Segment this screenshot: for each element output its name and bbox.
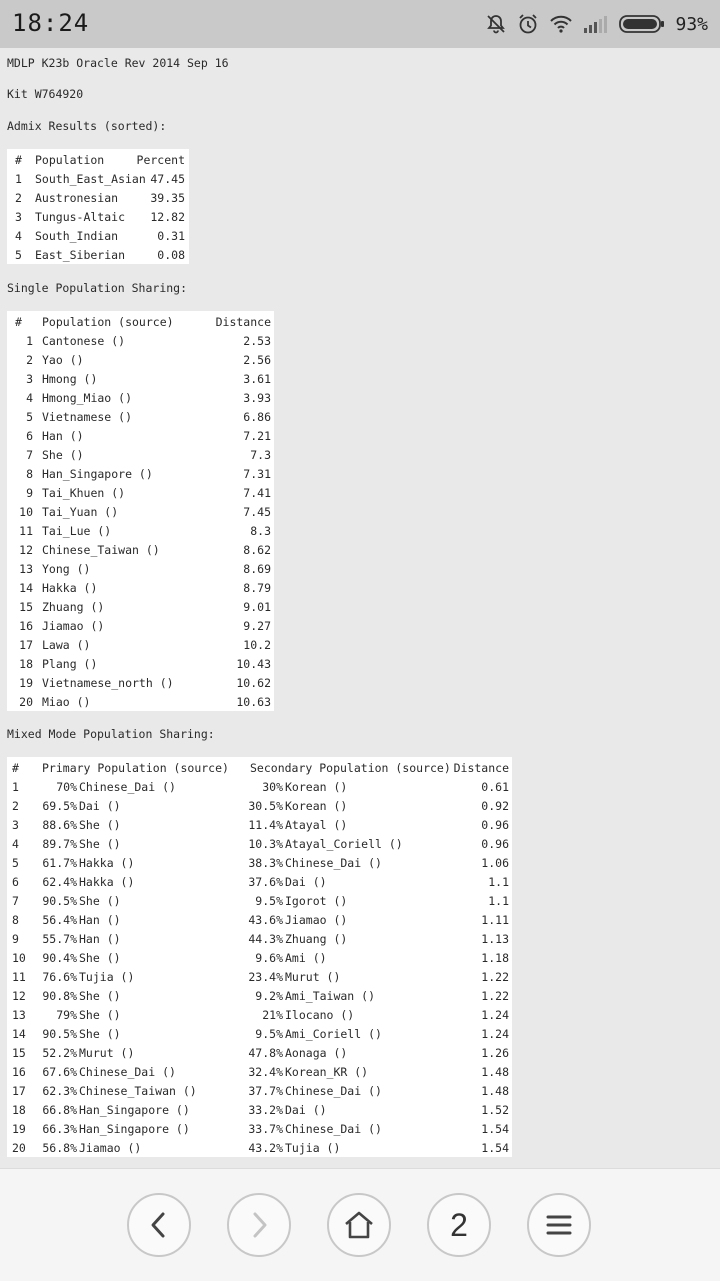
battery-percent: 93%	[675, 13, 708, 35]
row-population: Han ()	[42, 429, 84, 443]
table-row	[7, 835, 512, 854]
table-row	[7, 598, 274, 617]
row-primary-population: Hakka ()	[79, 856, 135, 870]
table-row	[7, 1101, 512, 1120]
row-population: Yong ()	[42, 562, 91, 576]
table-row	[7, 854, 512, 873]
row-rank: 4	[15, 229, 22, 243]
row-primary-percent: 76.6%	[42, 970, 77, 984]
row-population: Hmong ()	[42, 372, 98, 386]
menu-button[interactable]	[527, 1193, 591, 1257]
row-primary-population: She ()	[79, 837, 121, 851]
row-rank: 17	[19, 638, 33, 652]
table-row	[7, 389, 274, 408]
row-distance: 10.62	[236, 676, 271, 690]
row-rank: 4	[12, 837, 19, 851]
row-rank: 10	[19, 505, 33, 519]
table-row	[7, 636, 274, 655]
row-distance: 1.26	[481, 1046, 509, 1060]
col-population-header: Population (source)	[42, 315, 174, 329]
row-primary-percent: 69.5%	[42, 799, 77, 813]
page-content	[0, 48, 720, 1168]
back-button[interactable]	[127, 1193, 191, 1257]
report-header: MDLP K23b Oracle Rev 2014 Sep 16	[7, 56, 229, 70]
row-rank: 18	[19, 657, 33, 671]
row-distance: 7.41	[243, 486, 271, 500]
row-primary-population: Han_Singapore ()	[79, 1103, 190, 1117]
row-secondary-population: Jiamao ()	[285, 913, 348, 927]
row-population: Yao ()	[42, 353, 84, 367]
row-primary-population: She ()	[79, 1027, 121, 1041]
row-rank: 3	[15, 210, 22, 224]
row-distance: 0.96	[481, 837, 509, 851]
row-secondary-population: Igorot ()	[285, 894, 348, 908]
row-distance: 1.54	[481, 1141, 509, 1155]
row-secondary-percent: 9.5%	[255, 1027, 283, 1041]
row-distance: 10.63	[236, 695, 271, 709]
row-rank: 18	[12, 1103, 26, 1117]
battery-icon	[619, 14, 665, 34]
row-rank: 1	[12, 780, 19, 794]
kit-id: Kit W764920	[7, 87, 84, 101]
row-secondary-population: Tujia ()	[285, 1141, 341, 1155]
row-rank: 19	[19, 676, 33, 690]
row-primary-population: Dai ()	[79, 799, 121, 813]
row-primary-percent: 66.3%	[42, 1122, 77, 1136]
row-distance: 0.61	[481, 780, 509, 794]
row-percent: 0.31	[157, 229, 185, 243]
row-primary-percent: 90.4%	[42, 951, 77, 965]
row-population: Han_Singapore ()	[42, 467, 153, 481]
row-secondary-population: Zhuang ()	[285, 932, 348, 946]
table-row	[7, 465, 274, 484]
row-rank: 1	[26, 334, 33, 348]
row-rank: 2	[26, 353, 33, 367]
row-primary-percent: 90.5%	[42, 1027, 77, 1041]
table-row	[7, 1120, 512, 1139]
row-primary-population: She ()	[79, 989, 121, 1003]
row-population: Zhuang ()	[42, 600, 105, 614]
table-row	[7, 227, 189, 246]
row-primary-percent: 79%	[56, 1008, 77, 1022]
row-distance: 8.62	[243, 543, 271, 557]
row-secondary-population: Dai ()	[285, 875, 327, 889]
row-primary-percent: 55.7%	[42, 932, 77, 946]
table-row	[7, 873, 512, 892]
row-primary-population: Tujia ()	[79, 970, 135, 984]
menu-icon	[545, 1213, 573, 1237]
row-distance: 1.1	[488, 894, 509, 908]
row-primary-percent: 90.8%	[42, 989, 77, 1003]
row-secondary-population: Korean_KR ()	[285, 1065, 369, 1079]
signal-icon	[583, 14, 609, 34]
row-secondary-population: Aonaga ()	[285, 1046, 348, 1060]
table-row	[7, 579, 274, 598]
table-row	[7, 560, 274, 579]
table-row	[7, 693, 274, 712]
back-icon	[147, 1211, 171, 1239]
row-secondary-percent: 9.6%	[255, 951, 283, 965]
row-secondary-percent: 9.5%	[255, 894, 283, 908]
row-rank: 6	[12, 875, 19, 889]
row-primary-percent: 89.7%	[42, 837, 77, 851]
row-secondary-percent: 44.3%	[248, 932, 283, 946]
table-row	[7, 987, 512, 1006]
row-secondary-percent: 23.4%	[248, 970, 283, 984]
row-rank: 20	[19, 695, 33, 709]
table-row	[7, 617, 274, 636]
row-secondary-percent: 11.4%	[248, 818, 283, 832]
row-primary-population: She ()	[79, 818, 121, 832]
table-row	[7, 1025, 512, 1044]
row-rank: 7	[26, 448, 33, 462]
row-secondary-population: Chinese_Dai ()	[285, 1084, 382, 1098]
table-row	[7, 522, 274, 541]
col-primary-header: Primary Population (source)	[42, 761, 229, 775]
row-population: She ()	[42, 448, 84, 462]
row-distance: 8.79	[243, 581, 271, 595]
row-secondary-percent: 21%	[262, 1008, 283, 1022]
row-primary-percent: 62.3%	[42, 1084, 77, 1098]
row-population: Vietnamese_north ()	[42, 676, 174, 690]
row-primary-percent: 66.8%	[42, 1103, 77, 1117]
row-distance: 6.86	[243, 410, 271, 424]
home-button[interactable]	[327, 1193, 391, 1257]
row-distance: 1.24	[481, 1027, 509, 1041]
row-primary-population: Chinese_Taiwan ()	[79, 1084, 197, 1098]
tabs-button[interactable]	[427, 1193, 491, 1257]
row-population: Tungus-Altaic	[35, 210, 126, 224]
row-secondary-percent: 37.6%	[248, 875, 283, 889]
mixed-mode-table	[7, 757, 512, 1157]
row-primary-population: Hakka ()	[79, 875, 135, 889]
table-header	[7, 151, 189, 170]
row-primary-percent: 70%	[56, 780, 77, 794]
row-population: Cantonese ()	[42, 334, 126, 348]
row-percent: 39.35	[150, 191, 185, 205]
row-distance: 0.92	[481, 799, 509, 813]
row-rank: 2	[15, 191, 22, 205]
row-rank: 15	[12, 1046, 26, 1060]
table-row	[7, 351, 274, 370]
row-rank: 8	[26, 467, 33, 481]
row-rank: 12	[19, 543, 33, 557]
row-rank: 1	[15, 172, 22, 186]
wifi-icon	[549, 14, 573, 34]
table-row	[7, 170, 189, 189]
row-percent: 12.82	[150, 210, 185, 224]
row-distance: 2.56	[243, 353, 271, 367]
table-row	[7, 246, 189, 265]
row-rank: 5	[12, 856, 19, 870]
tab-count: 2	[450, 1206, 468, 1243]
row-rank: 5	[26, 410, 33, 424]
row-secondary-population: Korean ()	[285, 799, 348, 813]
status-icons	[485, 12, 708, 36]
row-secondary-percent: 33.2%	[248, 1103, 283, 1117]
row-rank: 17	[12, 1084, 26, 1098]
row-primary-population: Han ()	[79, 913, 121, 927]
row-secondary-percent: 30.5%	[248, 799, 283, 813]
col-rank-header: #	[15, 153, 22, 167]
row-population: Hmong_Miao ()	[42, 391, 133, 405]
table-header	[7, 313, 274, 332]
row-rank: 6	[26, 429, 33, 443]
col-secondary-header: Secondary Population (source)	[250, 761, 451, 775]
status-time: 18:24	[12, 9, 90, 37]
row-secondary-population: Chinese_Dai ()	[285, 856, 382, 870]
row-distance: 7.3	[250, 448, 271, 462]
table-row	[7, 408, 274, 427]
table-row	[7, 1006, 512, 1025]
table-row	[7, 1063, 512, 1082]
table-row	[7, 1139, 512, 1158]
row-distance: 1.52	[481, 1103, 509, 1117]
row-population: Tai_Lue ()	[42, 524, 112, 538]
row-distance: 10.43	[236, 657, 271, 671]
row-percent: 0.08	[157, 248, 185, 262]
table-row	[7, 778, 512, 797]
row-rank: 16	[19, 619, 33, 633]
row-population: South_Indian	[35, 229, 119, 243]
row-distance: 9.01	[243, 600, 271, 614]
row-secondary-population: Atayal_Coriell ()	[285, 837, 403, 851]
row-population: Jiamao ()	[42, 619, 105, 633]
row-distance: 8.69	[243, 562, 271, 576]
home-icon	[343, 1210, 375, 1240]
browser-toolbar	[0, 1168, 720, 1281]
row-secondary-percent: 9.2%	[255, 989, 283, 1003]
row-rank: 19	[12, 1122, 26, 1136]
table-row	[7, 892, 512, 911]
row-rank: 4	[26, 391, 33, 405]
row-population: Tai_Khuen ()	[42, 486, 126, 500]
row-secondary-percent: 43.2%	[248, 1141, 283, 1155]
admix-table	[7, 149, 189, 264]
row-secondary-percent: 10.3%	[248, 837, 283, 851]
row-rank: 9	[12, 932, 19, 946]
table-row	[7, 655, 274, 674]
row-distance: 3.93	[243, 391, 271, 405]
row-rank: 14	[12, 1027, 26, 1041]
row-primary-population: Chinese_Dai ()	[79, 1065, 176, 1079]
table-row	[7, 930, 512, 949]
row-primary-percent: 52.2%	[42, 1046, 77, 1060]
mixed-title: Mixed Mode Population Sharing:	[7, 727, 215, 741]
row-primary-population: She ()	[79, 894, 121, 908]
row-population: Tai_Yuan ()	[42, 505, 119, 519]
row-rank: 3	[12, 818, 19, 832]
row-primary-population: Han_Singapore ()	[79, 1122, 190, 1136]
table-row	[7, 208, 189, 227]
row-distance: 1.13	[481, 932, 509, 946]
row-rank: 9	[26, 486, 33, 500]
row-rank: 13	[12, 1008, 26, 1022]
row-primary-percent: 61.7%	[42, 856, 77, 870]
row-population: Plang ()	[42, 657, 98, 671]
row-primary-population: She ()	[79, 1008, 121, 1022]
row-primary-population: Murut ()	[79, 1046, 135, 1060]
row-secondary-population: Ilocano ()	[285, 1008, 355, 1022]
table-row	[7, 541, 274, 560]
row-distance: 1.22	[481, 989, 509, 1003]
row-rank: 12	[12, 989, 26, 1003]
row-secondary-percent: 43.6%	[248, 913, 283, 927]
table-row	[7, 949, 512, 968]
row-rank: 13	[19, 562, 33, 576]
row-secondary-population: Korean ()	[285, 780, 348, 794]
table-row	[7, 1044, 512, 1063]
row-primary-percent: 88.6%	[42, 818, 77, 832]
row-primary-percent: 56.4%	[42, 913, 77, 927]
col-rank-header: #	[12, 761, 19, 775]
forward-button[interactable]	[227, 1193, 291, 1257]
row-primary-population: She ()	[79, 951, 121, 965]
table-row	[7, 484, 274, 503]
table-row	[7, 446, 274, 465]
single-population-table	[7, 311, 274, 711]
row-rank: 14	[19, 581, 33, 595]
table-row	[7, 1082, 512, 1101]
row-primary-population: Han ()	[79, 932, 121, 946]
row-distance: 1.48	[481, 1065, 509, 1079]
row-rank: 16	[12, 1065, 26, 1079]
col-distance-header: Distance	[215, 315, 271, 329]
row-distance: 1.48	[481, 1084, 509, 1098]
row-secondary-percent: 32.4%	[248, 1065, 283, 1079]
row-distance: 7.21	[243, 429, 271, 443]
row-distance: 1.22	[481, 970, 509, 984]
row-rank: 11	[12, 970, 26, 984]
col-distance-header: Distance	[453, 761, 509, 775]
admix-title: Admix Results (sorted):	[7, 119, 167, 133]
row-population: Austronesian	[35, 191, 119, 205]
table-row	[7, 427, 274, 446]
single-title: Single Population Sharing:	[7, 281, 188, 295]
row-population: Chinese_Taiwan ()	[42, 543, 160, 557]
row-distance: 10.2	[243, 638, 271, 652]
row-population: Hakka ()	[42, 581, 98, 595]
row-rank: 10	[12, 951, 26, 965]
row-secondary-percent: 38.3%	[248, 856, 283, 870]
row-distance: 3.61	[243, 372, 271, 386]
row-secondary-percent: 33.7%	[248, 1122, 283, 1136]
table-row	[7, 797, 512, 816]
row-population: South_East_Asian	[35, 172, 146, 186]
status-bar	[0, 0, 720, 48]
row-rank: 8	[12, 913, 19, 927]
row-rank: 20	[12, 1141, 26, 1155]
table-row	[7, 911, 512, 930]
table-row	[7, 370, 274, 389]
row-distance: 7.31	[243, 467, 271, 481]
row-population: East_Siberian	[35, 248, 126, 262]
row-percent: 47.45	[150, 172, 185, 186]
row-secondary-percent: 47.8%	[248, 1046, 283, 1060]
row-population: Lawa ()	[42, 638, 91, 652]
table-row	[7, 968, 512, 987]
row-distance: 0.96	[481, 818, 509, 832]
row-secondary-percent: 37.7%	[248, 1084, 283, 1098]
table-header	[7, 759, 512, 778]
row-distance: 1.11	[481, 913, 509, 927]
row-secondary-percent: 30%	[262, 780, 283, 794]
row-distance: 1.24	[481, 1008, 509, 1022]
table-row	[7, 503, 274, 522]
row-distance: 1.1	[488, 875, 509, 889]
row-distance: 2.53	[243, 334, 271, 348]
row-rank: 3	[26, 372, 33, 386]
row-primary-percent: 67.6%	[42, 1065, 77, 1079]
row-distance: 1.06	[481, 856, 509, 870]
table-row	[7, 189, 189, 208]
alarm-icon	[517, 13, 539, 35]
row-secondary-population: Atayal ()	[285, 818, 348, 832]
table-row	[7, 332, 274, 351]
row-distance: 1.54	[481, 1122, 509, 1136]
bell-off-icon	[485, 13, 507, 35]
row-distance: 8.3	[250, 524, 271, 538]
row-population: Vietnamese ()	[42, 410, 133, 424]
row-secondary-population: Dai ()	[285, 1103, 327, 1117]
row-secondary-population: Murut ()	[285, 970, 341, 984]
table-row	[7, 674, 274, 693]
row-secondary-population: Ami_Taiwan ()	[285, 989, 376, 1003]
row-distance: 1.18	[481, 951, 509, 965]
row-primary-population: Jiamao ()	[79, 1141, 142, 1155]
row-distance: 9.27	[243, 619, 271, 633]
row-secondary-population: Ami_Coriell ()	[285, 1027, 382, 1041]
row-rank: 15	[19, 600, 33, 614]
row-population: Miao ()	[42, 695, 91, 709]
col-rank-header: #	[15, 315, 22, 329]
row-secondary-population: Ami ()	[285, 951, 327, 965]
row-primary-percent: 62.4%	[42, 875, 77, 889]
row-primary-population: Chinese_Dai ()	[79, 780, 176, 794]
col-percent-header: Percent	[136, 153, 185, 167]
row-rank: 2	[12, 799, 19, 813]
row-distance: 7.45	[243, 505, 271, 519]
row-rank: 11	[19, 524, 33, 538]
table-row	[7, 816, 512, 835]
row-rank: 7	[12, 894, 19, 908]
forward-icon	[247, 1211, 271, 1239]
row-rank: 5	[15, 248, 22, 262]
row-secondary-population: Chinese_Dai ()	[285, 1122, 382, 1136]
row-primary-percent: 90.5%	[42, 894, 77, 908]
row-primary-percent: 56.8%	[42, 1141, 77, 1155]
col-population-header: Population	[35, 153, 105, 167]
